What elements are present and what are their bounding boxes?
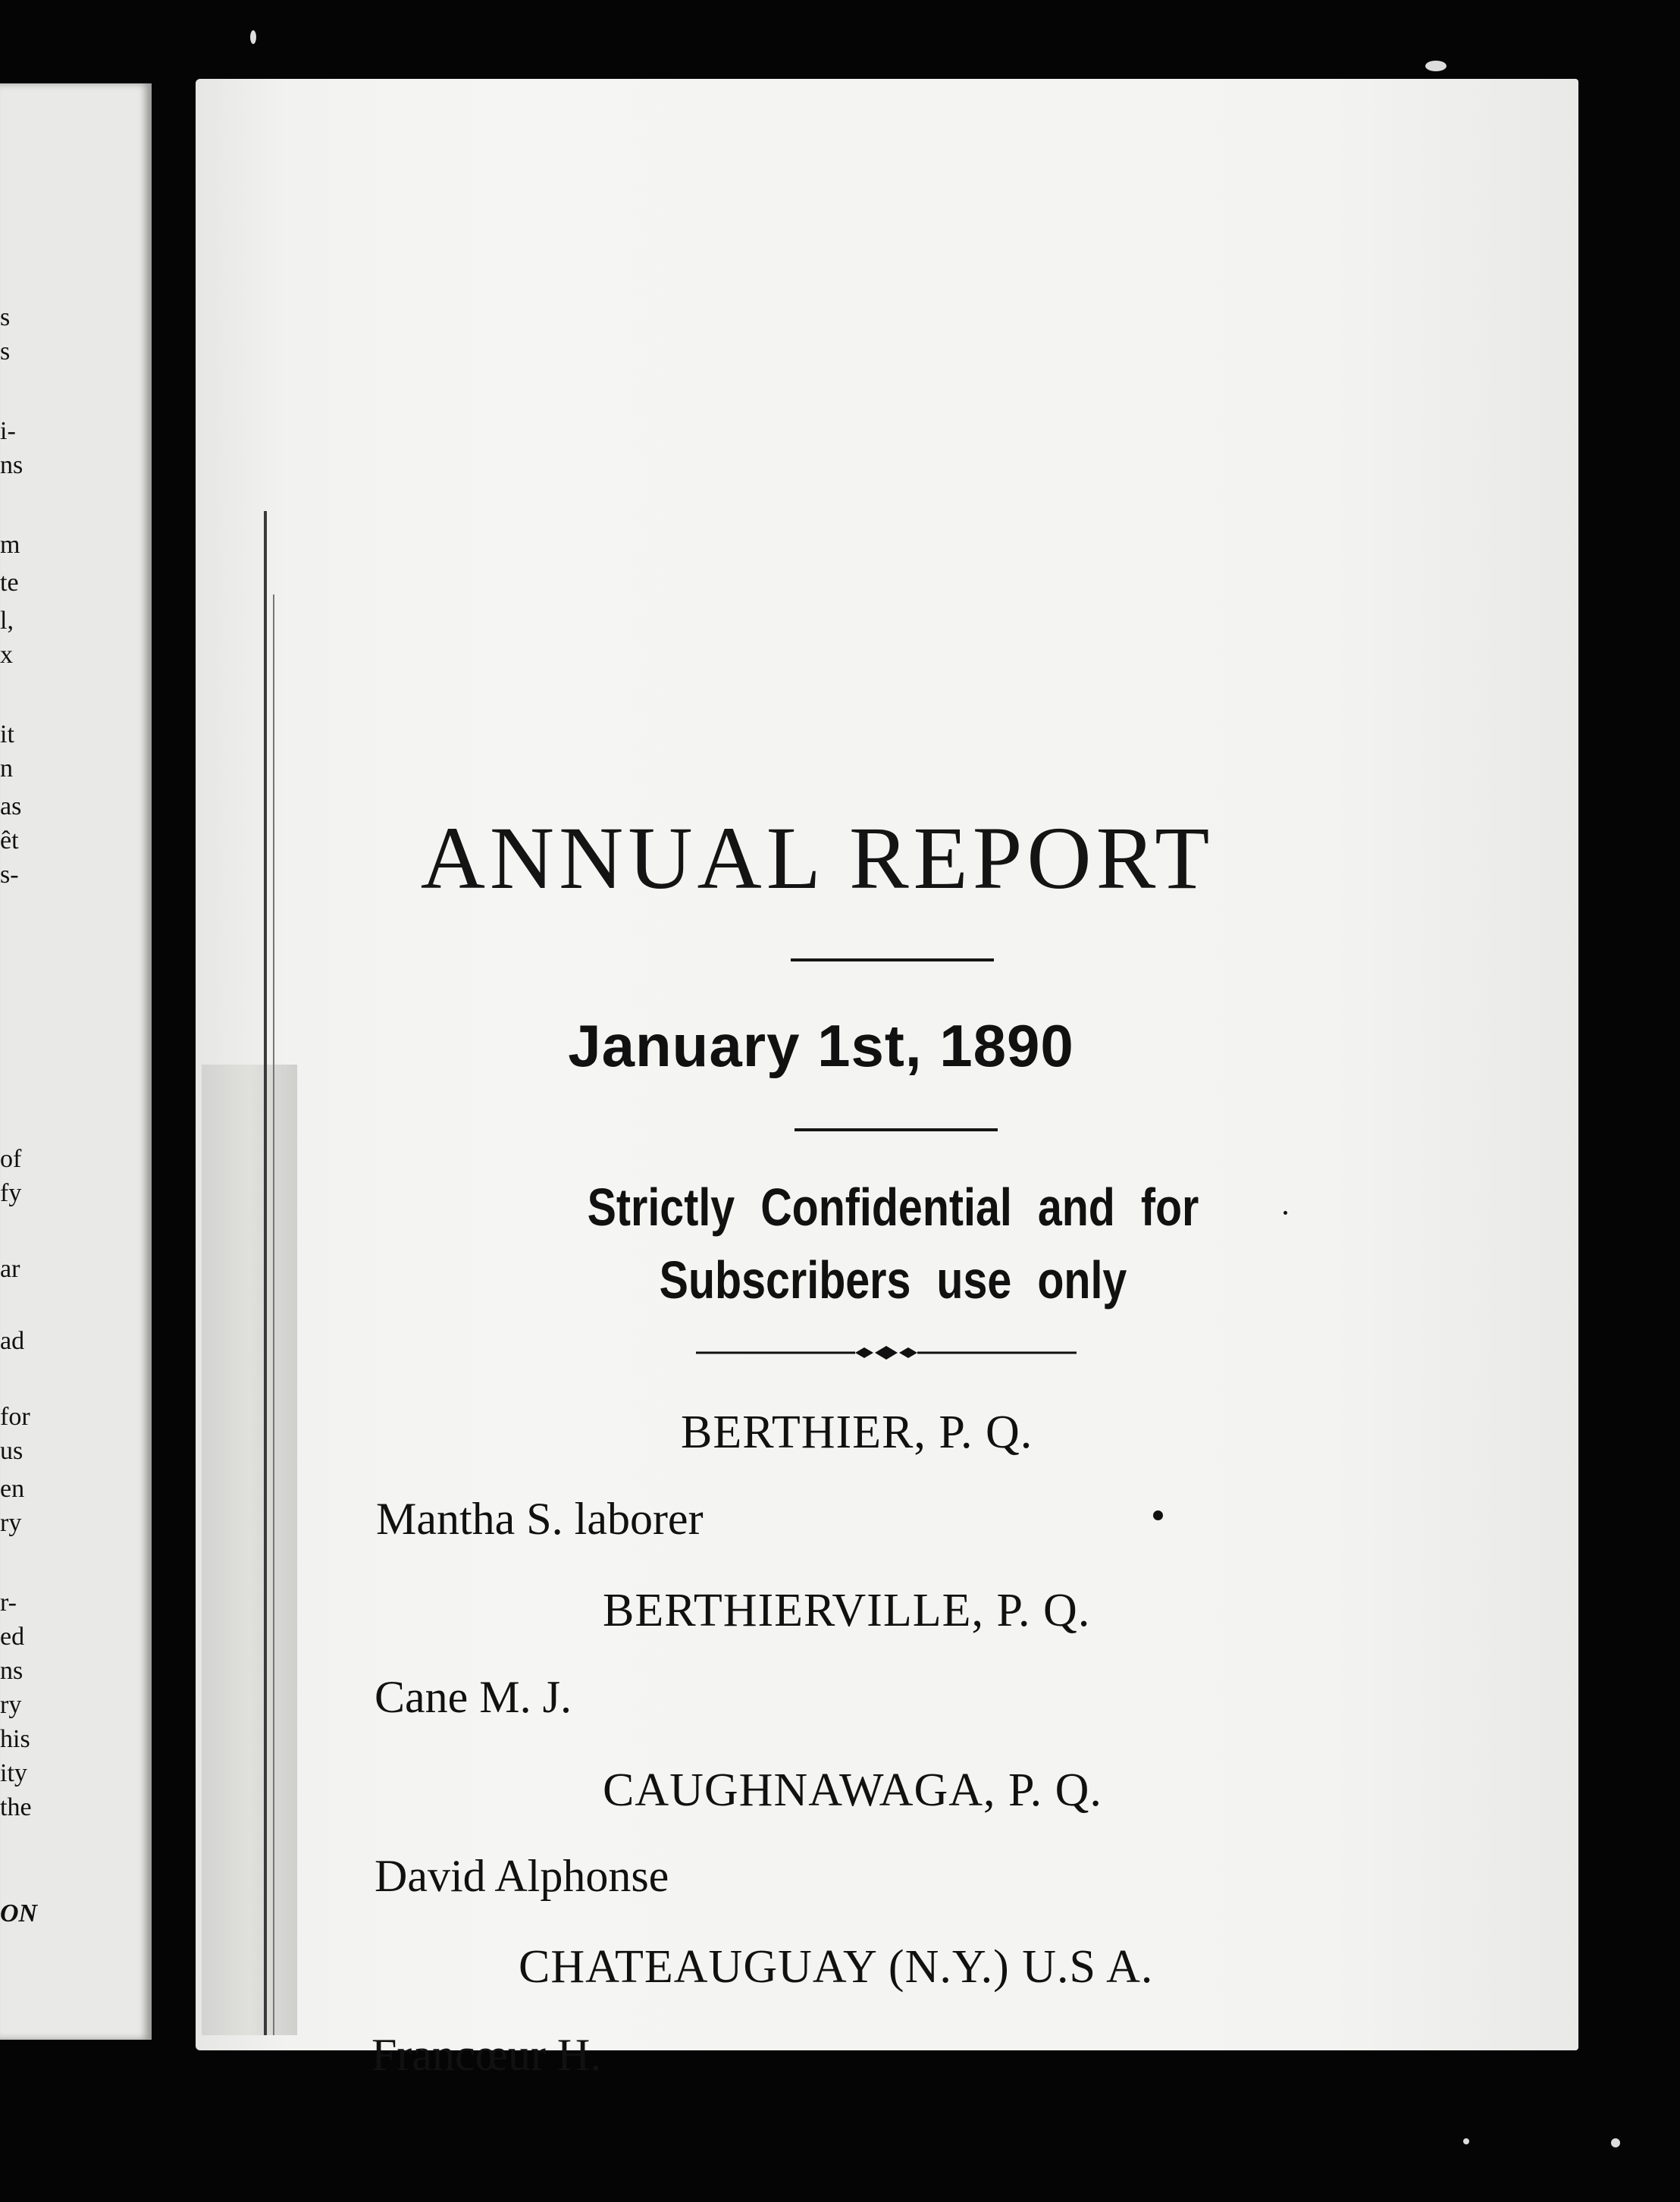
entry-place: BERTHIER, P. Q. xyxy=(681,1407,1033,1458)
fragment: ry xyxy=(0,1691,22,1719)
fragment: i- xyxy=(0,417,16,445)
entry-person: Francœur H. xyxy=(371,2030,602,2080)
dust-speck xyxy=(1425,61,1446,71)
fragment: ns xyxy=(0,451,24,479)
fragment: fy xyxy=(0,1179,22,1207)
fragment: en xyxy=(0,1475,25,1503)
entry-place: CAUGHNAWAGA, P. Q. xyxy=(603,1764,1102,1816)
page-content xyxy=(196,79,1578,2080)
adjacent-page-edge xyxy=(0,83,152,2040)
fragment: ON xyxy=(0,1899,38,1928)
entry-person: David Alphonse xyxy=(375,1851,669,1901)
fragment: ns xyxy=(0,1657,24,1685)
fragment: for xyxy=(0,1403,30,1431)
fragment: his xyxy=(0,1725,30,1753)
fragment: m xyxy=(0,531,20,559)
fragment: x xyxy=(0,641,13,669)
fragment: ad xyxy=(0,1327,25,1355)
fragment: s xyxy=(0,337,11,365)
fragment: te xyxy=(0,569,19,597)
fragment: as xyxy=(0,792,22,820)
dust-speck xyxy=(1463,2138,1469,2144)
page-title: ANNUAL REPORT xyxy=(420,808,1215,908)
ornamental-divider xyxy=(696,1341,1077,1364)
ink-speck xyxy=(1153,1510,1163,1520)
fragment: it xyxy=(0,720,14,748)
fragment: r- xyxy=(0,1589,17,1617)
fragment: s- xyxy=(0,861,19,889)
fragment: ity xyxy=(0,1759,27,1787)
dust-speck xyxy=(1611,2138,1620,2147)
dust-speck xyxy=(250,30,256,44)
confidentiality-notice: Strictly Confidential and for Subscribers use only xyxy=(587,1178,1199,1310)
fragment: n xyxy=(0,754,13,783)
entry-person: Cane M. J. xyxy=(375,1672,572,1722)
entry-place: BERTHIERVILLE, P. Q. xyxy=(603,1585,1091,1636)
ink-speck xyxy=(1284,1211,1287,1215)
entry-person: Mantha S. laborer xyxy=(376,1494,704,1544)
fragment: ry xyxy=(0,1509,22,1537)
fragment: us xyxy=(0,1437,24,1465)
divider-rule xyxy=(791,958,994,961)
fragment: ar xyxy=(0,1255,20,1283)
fragment: ed xyxy=(0,1623,25,1651)
fragment: of xyxy=(0,1145,22,1173)
report-cover-page xyxy=(196,79,1578,2080)
entry-place: CHATEAUGUAY (N.Y.) U.S A. xyxy=(519,1941,1154,1993)
report-date: January 1st, 1890 xyxy=(568,1012,1074,1079)
fragment: s xyxy=(0,303,11,331)
fragment: êt xyxy=(0,827,19,855)
fragment: the xyxy=(0,1793,32,1821)
divider-rule xyxy=(795,1128,998,1131)
fragment: l, xyxy=(0,607,14,635)
adjacent-page-text xyxy=(0,83,144,2040)
